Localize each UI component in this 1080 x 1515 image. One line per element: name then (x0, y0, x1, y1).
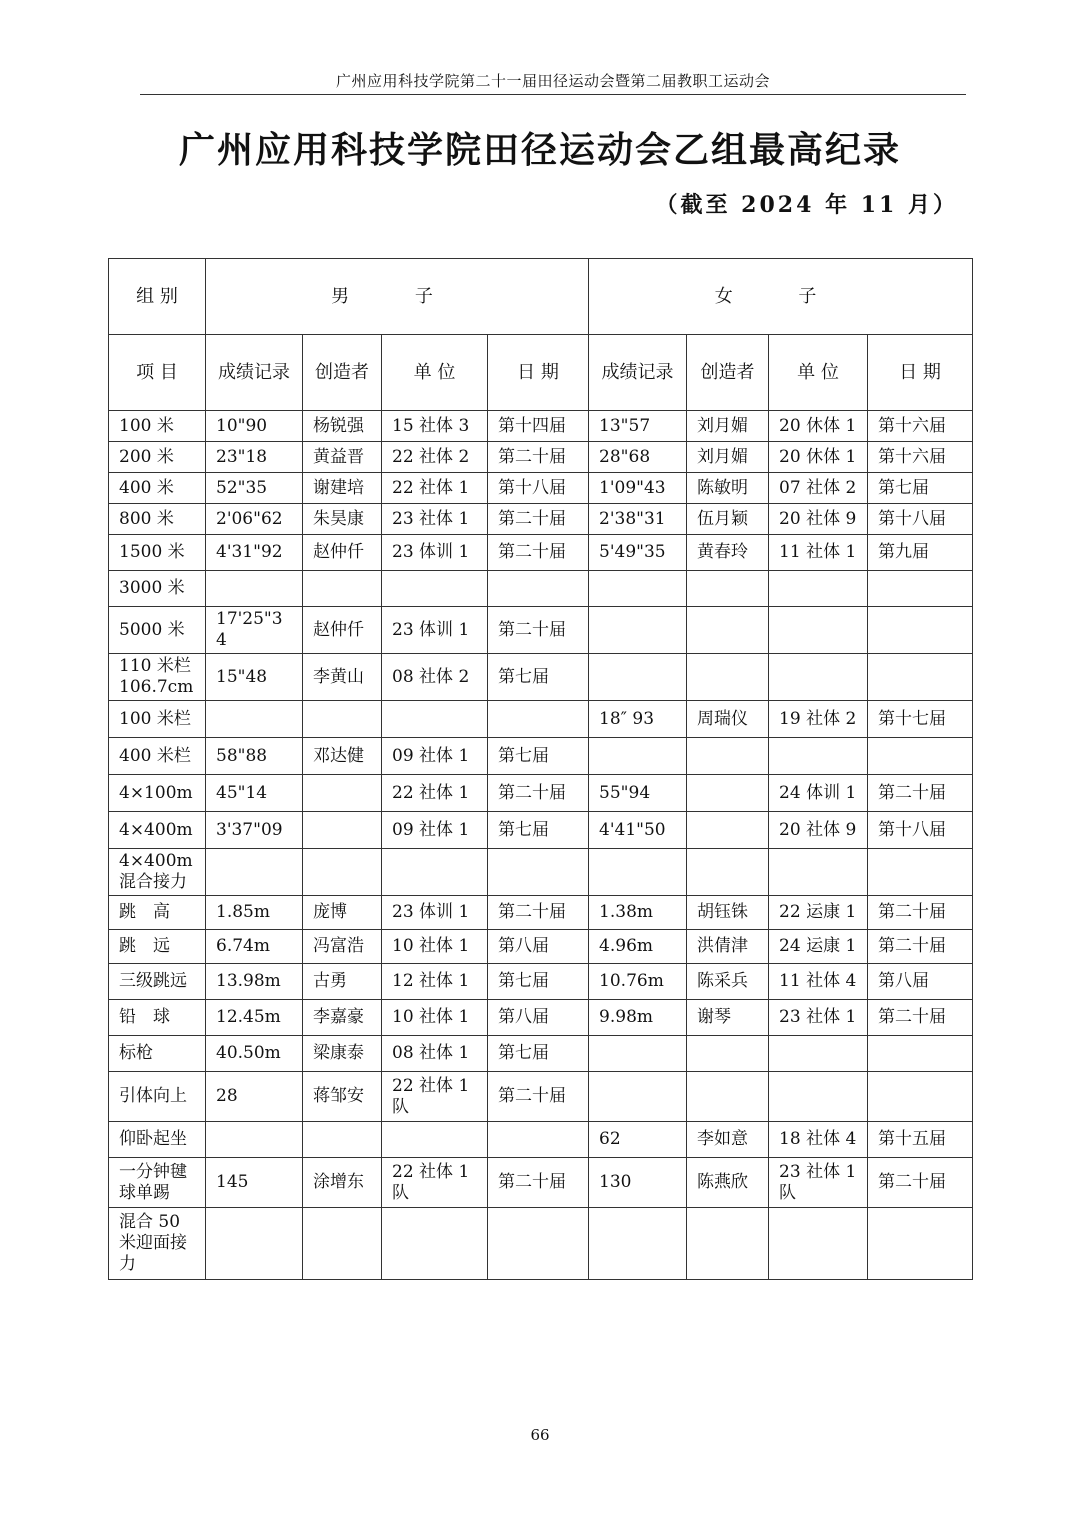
cell-women-holder (687, 1208, 769, 1280)
cell-men-record (206, 1208, 303, 1280)
cell-men-record: 1.85m (206, 896, 303, 930)
cell-men-record: 12.45m (206, 1000, 303, 1036)
cell-women-holder (687, 1036, 769, 1072)
cell-women-record: 28"68 (589, 442, 687, 473)
table-row (109, 849, 973, 896)
cell-women-unit: 23 社体 1 (769, 1000, 868, 1036)
cell-women-unit (769, 571, 868, 607)
cell-men-holder (303, 701, 382, 738)
cell-event: 跳 高 (109, 896, 206, 930)
cell-event: 4×400m (109, 812, 206, 849)
cell-women-unit: 07 社体 2 (769, 473, 868, 504)
cell-men-holder: 李嘉豪 (303, 1000, 382, 1036)
page-title: 广州应用科技学院田径运动会乙组最高纪录 (178, 130, 901, 171)
cell-men-holder: 庞博 (303, 896, 382, 930)
table-row (109, 1000, 973, 1036)
table-row (109, 775, 973, 812)
cell-men-unit: 09 社体 1 (382, 738, 488, 775)
table-row (109, 964, 973, 1000)
running-header: 广州应用科技学院第二十一届田径运动会暨第二届教职工运动会 (335, 72, 770, 90)
cell-women-unit (769, 738, 868, 775)
cell-event: 400 米 (109, 473, 206, 504)
cell-men-record (206, 849, 303, 896)
cell-men-unit: 08 社体 2 (382, 654, 488, 701)
cell-women-record (589, 1208, 687, 1280)
cell-men-record: 15"48 (206, 654, 303, 701)
cell-women-unit (769, 849, 868, 896)
cell-women-date (868, 571, 973, 607)
cell-men-record: 6.74m (206, 930, 303, 964)
cell-men-unit: 22 社体 1 (382, 473, 488, 504)
cell-men-date: 第七届 (488, 654, 589, 701)
cell-women-date (868, 1036, 973, 1072)
cell-event: 100 米 (109, 411, 206, 442)
cell-women-date: 第九届 (868, 535, 973, 571)
column-header-women-date: 日 期 (868, 335, 973, 411)
cell-women-date: 第十八届 (868, 812, 973, 849)
cell-women-record: 9.98m (589, 1000, 687, 1036)
cell-women-date (868, 738, 973, 775)
cell-women-holder (687, 654, 769, 701)
cell-women-holder: 黄春玲 (687, 535, 769, 571)
cell-women-unit: 18 社体 4 (769, 1122, 868, 1158)
cell-men-unit: 09 社体 1 (382, 812, 488, 849)
cell-men-date: 第十八届 (488, 473, 589, 504)
cell-men-holder: 朱昊康 (303, 504, 382, 535)
page-number: 66 (530, 1426, 550, 1444)
cell-men-holder (303, 812, 382, 849)
cell-men-record: 52"35 (206, 473, 303, 504)
table-row (109, 701, 973, 738)
cell-men-unit: 23 社体 1 (382, 504, 488, 535)
cell-women-date: 第七届 (868, 473, 973, 504)
cell-women-record (589, 1072, 687, 1122)
cell-men-record: 4'31"92 (206, 535, 303, 571)
table-row (109, 442, 973, 473)
cell-men-holder: 蒋邹安 (303, 1072, 382, 1122)
cell-men-date: 第七届 (488, 738, 589, 775)
cell-women-unit: 20 社体 9 (769, 504, 868, 535)
cell-women-holder: 陈敏明 (687, 473, 769, 504)
cell-women-date: 第二十届 (868, 1000, 973, 1036)
cell-women-holder (687, 607, 769, 654)
column-header-women-unit: 单 位 (769, 335, 868, 411)
cell-women-record: 5'49"35 (589, 535, 687, 571)
cell-men-holder: 黄益晋 (303, 442, 382, 473)
column-header-men-record: 成绩记录 (206, 335, 303, 411)
cell-event: 引体向上 (109, 1072, 206, 1122)
cell-women-holder: 洪倩津 (687, 930, 769, 964)
cell-men-date: 第二十届 (488, 775, 589, 812)
table-row (109, 1122, 973, 1158)
column-header-row (109, 335, 973, 411)
cell-women-date: 第二十届 (868, 930, 973, 964)
cell-women-unit (769, 607, 868, 654)
cell-men-holder: 梁康泰 (303, 1036, 382, 1072)
cell-women-unit: 20 休体 1 (769, 442, 868, 473)
column-header-women-holder: 创造者 (687, 335, 769, 411)
cell-women-holder (687, 849, 769, 896)
cell-event: 1500 米 (109, 535, 206, 571)
table-row (109, 654, 973, 701)
cell-women-unit: 11 社体 4 (769, 964, 868, 1000)
cell-event: 4×100m (109, 775, 206, 812)
cell-men-date: 第十四届 (488, 411, 589, 442)
cell-event: 800 米 (109, 504, 206, 535)
cell-men-date (488, 701, 589, 738)
cell-men-holder (303, 571, 382, 607)
cell-women-date: 第十六届 (868, 442, 973, 473)
cell-women-holder: 谢琴 (687, 1000, 769, 1036)
cell-men-date (488, 849, 589, 896)
cell-women-date (868, 654, 973, 701)
table-row (109, 738, 973, 775)
cell-women-holder (687, 775, 769, 812)
cell-women-unit (769, 1072, 868, 1122)
cell-women-unit (769, 1208, 868, 1280)
cell-men-record (206, 701, 303, 738)
cell-women-date (868, 849, 973, 896)
table-row (109, 411, 973, 442)
cell-men-unit: 22 社体 1 队 (382, 1158, 488, 1208)
cell-women-date (868, 1208, 973, 1280)
cell-men-date: 第二十届 (488, 607, 589, 654)
table-row (109, 1036, 973, 1072)
cell-men-date: 第二十届 (488, 896, 589, 930)
cell-women-record: 55"94 (589, 775, 687, 812)
cell-men-holder: 李黄山 (303, 654, 382, 701)
cell-men-holder: 冯富浩 (303, 930, 382, 964)
cell-men-date: 第二十届 (488, 535, 589, 571)
cell-women-record: 2'38"31 (589, 504, 687, 535)
cell-men-record: 17'25"34 (206, 607, 303, 654)
cell-men-record: 28 (206, 1072, 303, 1122)
cell-women-date: 第十八届 (868, 504, 973, 535)
cell-women-unit: 11 社体 1 (769, 535, 868, 571)
cell-event: 5000 米 (109, 607, 206, 654)
cell-women-date: 第二十届 (868, 1158, 973, 1208)
cell-women-record (589, 607, 687, 654)
women-group-cell: 女 子 (589, 259, 973, 335)
cell-event: 标枪 (109, 1036, 206, 1072)
cell-women-date: 第二十届 (868, 896, 973, 930)
cell-women-record: 4'41"50 (589, 812, 687, 849)
column-header-men-holder: 创造者 (303, 335, 382, 411)
cell-men-date (488, 571, 589, 607)
cell-women-holder: 刘月媚 (687, 411, 769, 442)
cell-men-unit: 23 体训 1 (382, 607, 488, 654)
cell-women-unit (769, 654, 868, 701)
cell-men-unit (382, 1122, 488, 1158)
cell-women-unit: 20 社体 9 (769, 812, 868, 849)
cell-women-record: 62 (589, 1122, 687, 1158)
cell-women-holder: 李如意 (687, 1122, 769, 1158)
cell-women-unit: 24 运康 1 (769, 930, 868, 964)
cell-event: 混合 50 米迎面接力 (109, 1208, 206, 1280)
table-row (109, 607, 973, 654)
men-group-cell: 男 子 (206, 259, 589, 335)
cell-men-record: 13.98m (206, 964, 303, 1000)
cell-men-holder: 赵仲仟 (303, 535, 382, 571)
cell-men-date: 第八届 (488, 930, 589, 964)
cell-women-record (589, 654, 687, 701)
header-divider (140, 94, 966, 95)
cell-women-holder (687, 738, 769, 775)
table-row (109, 473, 973, 504)
cell-women-holder (687, 1072, 769, 1122)
cell-men-holder: 谢建培 (303, 473, 382, 504)
cell-men-date: 第二十届 (488, 442, 589, 473)
records-table (108, 258, 973, 1280)
cell-men-record: 40.50m (206, 1036, 303, 1072)
cell-men-record: 2'06"62 (206, 504, 303, 535)
cell-women-holder (687, 812, 769, 849)
cell-women-record (589, 849, 687, 896)
table-row (109, 1158, 973, 1208)
cell-men-date (488, 1208, 589, 1280)
cell-women-record: 10.76m (589, 964, 687, 1000)
cell-women-holder: 伍月颖 (687, 504, 769, 535)
cell-men-record: 3'37"09 (206, 812, 303, 849)
cell-women-holder: 胡钰铢 (687, 896, 769, 930)
cell-women-unit: 22 运康 1 (769, 896, 868, 930)
cell-women-unit: 24 体训 1 (769, 775, 868, 812)
cell-women-record: 1.38m (589, 896, 687, 930)
cell-men-date (488, 1122, 589, 1158)
cell-men-date: 第二十届 (488, 504, 589, 535)
cell-event: 4×400m 混合接力 (109, 849, 206, 896)
cell-event: 铅 球 (109, 1000, 206, 1036)
cell-men-date: 第七届 (488, 964, 589, 1000)
cell-women-holder (687, 571, 769, 607)
cell-men-holder: 赵仲仟 (303, 607, 382, 654)
cell-event: 200 米 (109, 442, 206, 473)
cell-men-unit: 12 社体 1 (382, 964, 488, 1000)
table-row (109, 535, 973, 571)
cell-women-holder: 刘月媚 (687, 442, 769, 473)
table-row (109, 504, 973, 535)
cell-men-holder (303, 849, 382, 896)
cell-men-unit: 23 体训 1 (382, 896, 488, 930)
cell-men-record: 145 (206, 1158, 303, 1208)
cell-men-date: 第八届 (488, 1000, 589, 1036)
cell-men-holder: 涂增东 (303, 1158, 382, 1208)
cell-event: 3000 米 (109, 571, 206, 607)
cell-men-unit (382, 571, 488, 607)
cell-men-unit (382, 1208, 488, 1280)
cell-men-unit: 10 社体 1 (382, 930, 488, 964)
cell-men-date: 第二十届 (488, 1158, 589, 1208)
cell-event: 110 米栏 106.7cm (109, 654, 206, 701)
cell-event: 仰卧起坐 (109, 1122, 206, 1158)
table-row (109, 896, 973, 930)
cell-men-unit: 10 社体 1 (382, 1000, 488, 1036)
cell-men-holder: 古勇 (303, 964, 382, 1000)
cell-men-record: 23"18 (206, 442, 303, 473)
cell-women-record: 1'09"43 (589, 473, 687, 504)
cell-event: 三级跳远 (109, 964, 206, 1000)
cell-men-unit: 22 社体 1 (382, 775, 488, 812)
cell-men-record (206, 571, 303, 607)
cell-men-unit: 15 社体 3 (382, 411, 488, 442)
cell-men-unit (382, 849, 488, 896)
cell-women-date (868, 1072, 973, 1122)
cell-women-record: 13"57 (589, 411, 687, 442)
table-row (109, 930, 973, 964)
cell-women-holder: 陈采兵 (687, 964, 769, 1000)
cell-women-record (589, 571, 687, 607)
column-header-men-unit: 单 位 (382, 335, 488, 411)
cell-men-date: 第二十届 (488, 1072, 589, 1122)
cell-men-unit: 23 体训 1 (382, 535, 488, 571)
cell-women-date (868, 607, 973, 654)
cell-women-date: 第十五届 (868, 1122, 973, 1158)
group-label-cell: 组 别 (109, 259, 206, 335)
cell-men-unit (382, 701, 488, 738)
cell-women-date: 第十六届 (868, 411, 973, 442)
cell-women-record: 130 (589, 1158, 687, 1208)
cell-women-date: 第八届 (868, 964, 973, 1000)
cell-men-unit: 08 社体 1 (382, 1036, 488, 1072)
cell-men-unit: 22 社体 1 队 (382, 1072, 488, 1122)
cell-women-record (589, 738, 687, 775)
cell-event: 100 米栏 (109, 701, 206, 738)
cell-men-record: 45"14 (206, 775, 303, 812)
group-header-row (109, 259, 973, 335)
cell-women-date: 第十七届 (868, 701, 973, 738)
cell-women-holder: 周瑞仪 (687, 701, 769, 738)
cell-women-unit: 19 社体 2 (769, 701, 868, 738)
cell-men-record: 10"90 (206, 411, 303, 442)
table-row (109, 1208, 973, 1280)
cell-women-unit: 20 休体 1 (769, 411, 868, 442)
cell-event: 一分钟毽球单踢 (109, 1158, 206, 1208)
cell-women-record: 18″ 93 (589, 701, 687, 738)
table-row (109, 812, 973, 849)
column-header-event: 项 目 (109, 335, 206, 411)
cell-women-holder: 陈燕欣 (687, 1158, 769, 1208)
cell-men-record: 58"88 (206, 738, 303, 775)
cell-men-holder: 邓达健 (303, 738, 382, 775)
cell-women-date: 第二十届 (868, 775, 973, 812)
cell-men-record (206, 1122, 303, 1158)
column-header-men-date: 日 期 (488, 335, 589, 411)
cell-event: 跳 远 (109, 930, 206, 964)
cell-men-holder (303, 1122, 382, 1158)
cell-men-holder (303, 1208, 382, 1280)
cell-men-unit: 22 社体 2 (382, 442, 488, 473)
cell-women-unit: 23 社体 1 队 (769, 1158, 868, 1208)
cell-women-record: 4.96m (589, 930, 687, 964)
table-row (109, 571, 973, 607)
cell-men-date: 第七届 (488, 1036, 589, 1072)
page-subtitle: （截至 2024 年 11 月） (655, 192, 958, 218)
cell-men-holder (303, 775, 382, 812)
cell-women-unit (769, 1036, 868, 1072)
cell-women-record (589, 1036, 687, 1072)
cell-event: 400 米栏 (109, 738, 206, 775)
cell-men-date: 第七届 (488, 812, 589, 849)
table-row (109, 1072, 973, 1122)
column-header-women-record: 成绩记录 (589, 335, 687, 411)
cell-men-holder: 杨锐强 (303, 411, 382, 442)
